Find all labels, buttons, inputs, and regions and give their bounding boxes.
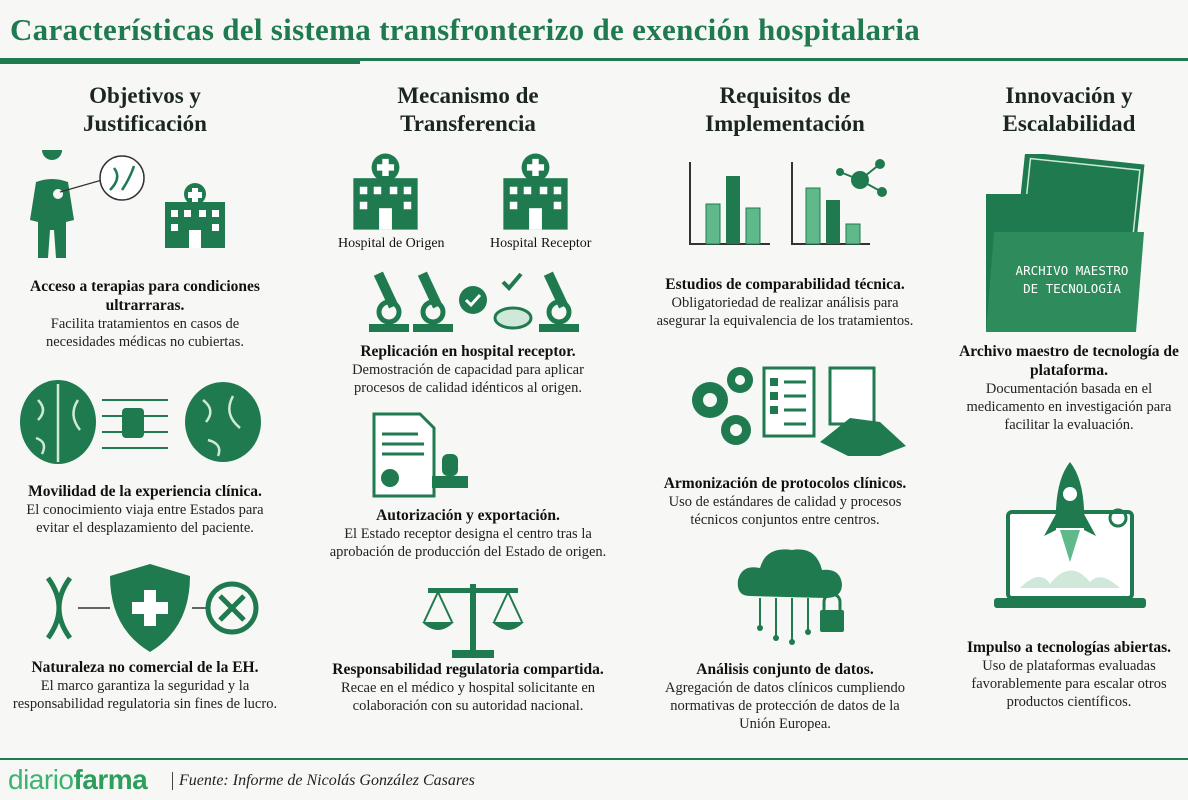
item-title: Estudios de comparabilidad técnica. xyxy=(665,276,905,293)
item-impulso xyxy=(950,638,1188,711)
column-mecanismo xyxy=(318,70,618,750)
column-heading xyxy=(318,82,618,138)
column-heading xyxy=(950,82,1188,138)
microscopes-check-icon xyxy=(363,266,583,336)
rocket-laptop-icon xyxy=(990,458,1150,618)
item-title: Responsabilidad regulatoria compartida. xyxy=(332,661,604,678)
logo-part-b: farma xyxy=(73,764,148,795)
brain-transfer-icon xyxy=(18,370,268,475)
item-autorizacion xyxy=(318,506,618,561)
dna-shield-cross-icon xyxy=(40,558,260,658)
item-acceso xyxy=(0,277,290,351)
item-replicacion xyxy=(318,342,618,397)
item-desc: Uso de plataformas evaluadas favorablemente para escalar otros productos científicos. xyxy=(971,658,1167,710)
heading-text: Innovación y Escalabilidad xyxy=(1002,83,1136,136)
footer-divider xyxy=(0,758,1188,760)
column-heading xyxy=(640,82,930,138)
item-movilidad xyxy=(0,482,290,537)
item-armonizacion xyxy=(640,474,930,529)
item-desc: Documentación basada en el medicamento en investigación para facilitar la evaluación. xyxy=(966,381,1172,433)
heading-text: Mecanismo de Transferencia xyxy=(397,83,539,136)
cloud-data-lock-icon xyxy=(730,540,860,650)
item-analisis xyxy=(640,660,930,733)
column-objetivos xyxy=(0,70,290,750)
item-desc: Recae en el médico y hospital solicitante en colaboración con su autoridad nacional. xyxy=(340,680,596,714)
gears-checklist-handshake-icon xyxy=(680,360,910,460)
scale-icon xyxy=(418,578,528,662)
item-desc: Facilita tratamientos en casos de necesidades médicas no cubiertas. xyxy=(45,316,245,350)
item-desc: El marco garantiza la seguridad y la responsabilidad regulatoria sin fines de lucro. xyxy=(12,678,278,712)
item-title: Naturaleza no comercial de la EH. xyxy=(31,659,259,676)
source-note: Fuente: Informe de Nicolás González Casares xyxy=(172,772,475,790)
hospital-icon xyxy=(160,180,230,250)
item-responsabilidad xyxy=(318,660,618,715)
logo-part-a: diario xyxy=(8,764,74,795)
item-archivo xyxy=(950,342,1188,434)
item-desc: Demostración de capacidad para aplicar procesos de calidad idénticos al origen. xyxy=(352,362,584,396)
item-naturaleza xyxy=(0,658,290,713)
column-requisitos xyxy=(640,70,930,750)
folder-label: ARCHIVO MAESTRO DE TECNOLOGÍA xyxy=(1015,263,1129,296)
origin-hospital-icon xyxy=(348,148,423,233)
item-title: Acceso a terapias para condiciones ultrarraras. xyxy=(30,278,260,314)
comparison-charts-icon xyxy=(680,158,890,248)
folder-blueprint-icon xyxy=(980,154,1150,332)
document-stamp-icon xyxy=(368,410,478,500)
column-innovacion xyxy=(950,70,1188,750)
receiver-hospital-icon xyxy=(498,148,573,233)
item-title: Replicación en hospital receptor. xyxy=(360,343,576,360)
origin-hospital-label: Hospital de Origen xyxy=(338,236,445,251)
page-title: Características del sistema transfronterizo de exención hospitalaria xyxy=(10,12,921,47)
column-heading xyxy=(0,82,290,138)
item-desc: El conocimiento viaja entre Estados para evitar el desplazamiento del paciente. xyxy=(26,502,264,536)
receiver-hospital-label: Hospital Receptor xyxy=(490,236,592,251)
item-desc: Uso de estándares de calidad y procesos técnicos conjuntos entre centros. xyxy=(668,494,902,528)
patient-dna-icon xyxy=(22,150,152,260)
item-title: Análisis conjunto de datos. xyxy=(696,661,874,678)
heading-text: Objetivos y Justificación xyxy=(83,83,207,136)
item-title: Archivo maestro de tecnología de plataforma. xyxy=(959,343,1179,379)
item-title: Movilidad de la experiencia clínica. xyxy=(28,483,262,500)
item-estudios xyxy=(640,275,930,330)
title-divider-accent xyxy=(0,61,360,64)
item-desc: Obligatoriedad de realizar análisis para asegurar la equivalencia de los tratamientos. xyxy=(656,295,914,329)
item-desc: Agregación de datos clínicos cumpliendo normativas de protección de datos de la Unión Europea. xyxy=(665,680,905,732)
item-title: Armonización de protocolos clínicos. xyxy=(663,475,907,492)
item-desc: El Estado receptor designa el centro tras la aprobación de producción del Estado de origen. xyxy=(329,526,607,560)
diariofarma-logo xyxy=(8,764,147,796)
item-title: Autorización y exportación. xyxy=(376,507,560,524)
heading-text: Requisitos de Implementación xyxy=(705,83,865,136)
item-title: Impulso a tecnologías abiertas. xyxy=(966,639,1172,656)
